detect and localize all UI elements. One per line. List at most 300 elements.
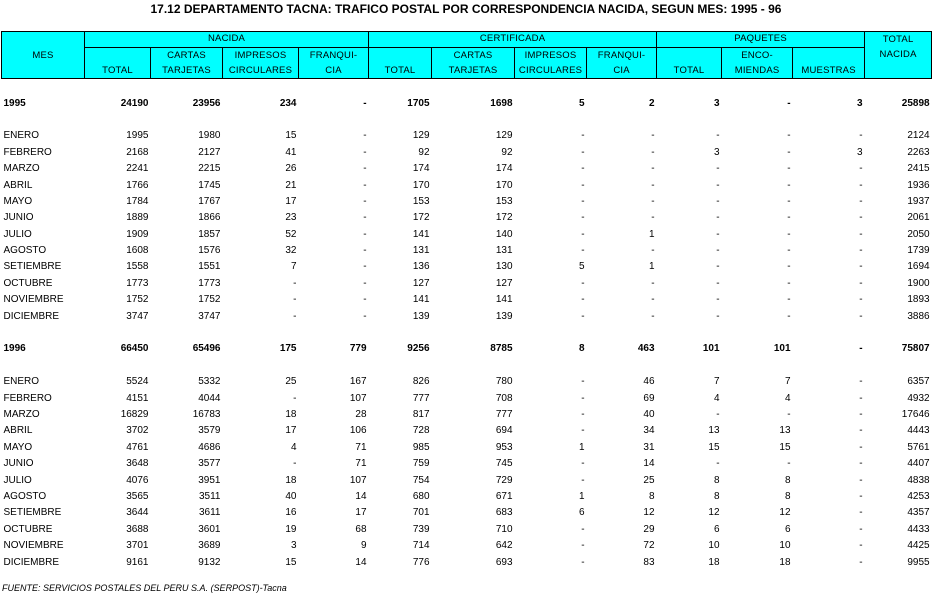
table-cell: -	[293, 294, 297, 306]
table-cell: 172	[412, 212, 430, 224]
table-cell: 3886	[907, 310, 930, 322]
table-cell: 3	[713, 146, 720, 158]
table-cell: 25	[643, 474, 655, 486]
table-cell: 7	[290, 261, 297, 273]
table-cell: -	[363, 212, 367, 224]
row-label: JULIO	[3, 228, 32, 240]
header-paquetes-encomiendas-line1: ENCO-	[741, 50, 773, 61]
table-cell: 3	[857, 97, 863, 109]
table-cell: -	[859, 294, 863, 306]
table-cell: 131	[495, 245, 513, 257]
table-cell: -	[716, 245, 720, 257]
table-cell: -	[859, 163, 863, 175]
table-cell: -	[363, 97, 367, 109]
table-cell: -	[859, 392, 863, 404]
spacer-row	[2, 112, 932, 128]
table-cell: -	[787, 146, 791, 158]
table-cell: 17	[285, 195, 297, 207]
table-cell: 12	[708, 507, 720, 519]
table-cell: -	[363, 195, 367, 207]
header-certificada-franquicia-line2: CIA	[613, 65, 630, 76]
table-cell: 1752	[198, 294, 221, 306]
table-cell: 1773	[126, 277, 149, 289]
table-cell: 5	[578, 97, 585, 109]
table-cell: 18	[285, 409, 297, 420]
table-cell: -	[859, 245, 863, 257]
table-cell: -	[363, 228, 367, 240]
table-cell: 1995	[126, 130, 149, 142]
month-row	[2, 489, 932, 505]
table-cell: 34	[643, 425, 655, 437]
table-cell: 83	[643, 556, 655, 568]
table-cell: -	[581, 277, 585, 289]
month-row	[2, 243, 932, 259]
table-cell: 9	[360, 540, 367, 552]
table-cell: 4686	[198, 441, 221, 453]
table-cell: 68	[355, 523, 367, 535]
table-cell: 7	[784, 376, 791, 388]
table-cell: -	[859, 458, 863, 470]
table-cell: 12	[643, 507, 655, 519]
table-cell: 8	[784, 490, 791, 502]
table-cell: -	[787, 294, 791, 306]
table-cell: -	[581, 523, 585, 535]
table-cell: 6	[578, 507, 585, 519]
row-label: AGOSTO	[3, 490, 47, 502]
month-row	[2, 227, 932, 243]
row-label: ABRIL	[3, 179, 33, 191]
table-cell: -	[363, 245, 367, 257]
month-row	[2, 554, 932, 570]
table-cell: 777	[412, 392, 430, 404]
table-cell: -	[787, 261, 791, 273]
table-cell: 3601	[198, 523, 221, 535]
spacer-cell	[2, 325, 932, 341]
table-cell: 13	[779, 425, 791, 437]
table-cell: 3702	[126, 425, 149, 437]
table-cell: -	[651, 277, 655, 289]
table-cell: 4407	[907, 458, 930, 470]
table-cell: 4761	[126, 441, 149, 453]
table-cell: 129	[495, 130, 513, 142]
table-cell: 14	[355, 556, 367, 568]
table-cell: 1889	[126, 212, 149, 224]
header-certificada-impresos-line2: CIRCULARES	[518, 65, 583, 76]
table-cell: -	[859, 490, 863, 502]
table-cell: 1773	[198, 277, 221, 289]
table-cell: -	[787, 212, 791, 224]
table-cell: 1752	[126, 294, 149, 306]
table-cell: -	[363, 179, 367, 191]
table-cell: 4433	[907, 523, 930, 535]
table-cell: 1784	[126, 195, 149, 207]
table-cell: -	[651, 195, 655, 207]
header-certificada-cartas-line2: TARJETAS	[448, 65, 498, 76]
table-cell: 1767	[198, 195, 221, 207]
month-row	[2, 423, 932, 439]
table-cell: 4932	[907, 392, 930, 404]
table-cell: 680	[412, 490, 430, 502]
row-label: AGOSTO	[3, 245, 47, 257]
table-cell: 170	[495, 179, 513, 191]
table-cell: 17	[285, 425, 297, 437]
table-cell: -	[651, 163, 655, 175]
table-cell: -	[581, 474, 585, 486]
table-cell: 1694	[907, 261, 930, 273]
month-row	[2, 390, 932, 406]
header-nacida-impresos-line2: CIRCULARES	[228, 65, 293, 76]
header-nacida-cartas-line1: CARTAS	[167, 50, 206, 61]
source-note: FUENTE: SERVICIOS POSTALES DEL PERU S.A. (SERPOST)-Tacna	[2, 583, 287, 593]
header-nacida-franquicia-line1: FRANQUI-	[309, 50, 358, 61]
table-cell: 153	[412, 195, 430, 207]
table-cell: -	[581, 294, 585, 306]
table-cell: 5524	[126, 376, 149, 388]
table-cell: 14	[643, 458, 655, 470]
table-cell: -	[363, 294, 367, 306]
table-cell: 1909	[126, 228, 149, 240]
table-cell: 75807	[901, 343, 930, 355]
header-nacida-cartas-line2: TARJETAS	[162, 65, 211, 76]
table-cell: 4425	[907, 540, 930, 552]
table-cell: 2124	[907, 130, 930, 142]
table-cell: 3577	[198, 458, 221, 470]
table-cell: -	[716, 310, 720, 322]
spacer-row	[2, 325, 932, 341]
table-cell: 66450	[120, 343, 149, 355]
table-cell: -	[293, 458, 297, 470]
table-cell: 693	[495, 556, 513, 568]
table-cell: 23956	[192, 97, 221, 109]
header-paquetes-encomiendas-line2: MIENDAS	[734, 65, 780, 76]
table-cell: 92	[418, 146, 430, 158]
table-cell: -	[716, 458, 720, 470]
table-cell: 139	[412, 310, 430, 322]
table-cell: -	[651, 212, 655, 224]
row-label: ENERO	[3, 376, 40, 388]
table-cell: -	[293, 392, 297, 404]
table-cell: 1576	[198, 245, 221, 257]
table-cell: 3565	[126, 490, 149, 502]
table-cell: 4253	[907, 490, 930, 502]
month-row	[2, 194, 932, 210]
table-cell: 1937	[907, 195, 930, 207]
month-row	[2, 145, 932, 161]
table-cell: 826	[412, 376, 430, 388]
table-cell: 714	[412, 540, 430, 552]
table-cell: 8	[713, 490, 720, 502]
header-paquetes-muestras: MUESTRAS	[793, 48, 865, 79]
table-cell: 2050	[907, 228, 930, 240]
header-nacida-total: TOTAL	[85, 48, 151, 79]
table-cell: 107	[349, 474, 367, 486]
table-cell: 131	[412, 245, 430, 257]
table-cell: 13	[708, 425, 720, 437]
table-cell: -	[859, 540, 863, 552]
row-label: JULIO	[3, 474, 32, 486]
table-cell: -	[581, 458, 585, 470]
table-cell: 127	[412, 277, 430, 289]
table-cell: -	[581, 556, 585, 568]
row-label: MARZO	[3, 409, 40, 420]
row-label: NOVIEMBRE	[3, 540, 64, 552]
table-cell: 10	[708, 540, 720, 552]
table-cell: 46	[643, 376, 655, 388]
table-cell: -	[859, 441, 863, 453]
table-cell: 17646	[901, 409, 930, 420]
header-mes-label: MES	[32, 50, 54, 61]
spacer-row	[2, 79, 932, 96]
table-cell: -	[787, 130, 791, 142]
table-cell: 4076	[126, 474, 149, 486]
table-cell: 708	[495, 392, 513, 404]
month-row	[2, 472, 932, 488]
table-cell: -	[581, 212, 585, 224]
table-cell: -	[859, 228, 863, 240]
table-cell: 23	[285, 212, 297, 224]
table-cell: 1705	[407, 97, 430, 109]
year-total-row	[2, 95, 932, 111]
table-cell: 5	[578, 261, 585, 273]
table-cell: 174	[495, 163, 513, 175]
table-cell: -	[651, 179, 655, 191]
header-certificada-cartas	[432, 48, 515, 79]
table-cell: 153	[495, 195, 513, 207]
table-cell: 12	[779, 507, 791, 519]
header-nacida-impresos	[223, 48, 299, 79]
table-cell: 3648	[126, 458, 149, 470]
table-cell: 175	[279, 343, 297, 355]
table-cell: 28	[355, 409, 367, 420]
table-cell: -	[716, 179, 720, 191]
row-label: DICIEMBRE	[3, 310, 60, 322]
table-cell: -	[363, 163, 367, 175]
month-row	[2, 276, 932, 292]
table-cell: -	[293, 310, 297, 322]
row-label: DICIEMBRE	[3, 556, 60, 568]
table-cell: 1866	[198, 212, 221, 224]
table-cell: 3688	[126, 523, 149, 535]
table-cell: 15	[285, 556, 297, 568]
row-label: FEBRERO	[3, 392, 52, 404]
table-cell: -	[859, 343, 863, 355]
table-cell: 8	[713, 474, 720, 486]
table-cell: -	[716, 163, 720, 175]
table-cell: 710	[495, 523, 513, 535]
table-cell: 3579	[198, 425, 221, 437]
table-cell: -	[716, 228, 720, 240]
table-cell: 18	[708, 556, 720, 568]
table-cell: -	[787, 195, 791, 207]
table-cell: 671	[495, 490, 513, 502]
table-cell: -	[859, 376, 863, 388]
table-cell: -	[859, 310, 863, 322]
table-cell: 31	[643, 441, 655, 453]
table-cell: -	[859, 425, 863, 437]
table-cell: 1980	[198, 130, 221, 142]
table-cell: 1558	[126, 261, 149, 273]
table-cell: 40	[285, 490, 297, 502]
month-row	[2, 308, 932, 324]
month-row	[2, 374, 932, 390]
table-cell: -	[787, 245, 791, 257]
table-cell: 463	[637, 343, 655, 355]
month-row	[2, 128, 932, 144]
table-cell: 4	[290, 441, 297, 453]
table-cell: 40	[643, 409, 655, 420]
table-cell: 2061	[907, 212, 930, 224]
table-cell: 642	[495, 540, 513, 552]
month-row	[2, 210, 932, 226]
table-cell: -	[581, 146, 585, 158]
table-cell: 52	[285, 228, 297, 240]
table-cell: 3	[713, 97, 720, 109]
header-certificada-cartas-line1: CARTAS	[453, 50, 493, 61]
header-paquetes-encomiendas	[722, 48, 793, 79]
table-cell: 19	[285, 523, 297, 535]
table-cell: -	[363, 146, 367, 158]
table-cell: 18	[779, 556, 791, 568]
table-cell: -	[651, 245, 655, 257]
header-paquetes-total: TOTAL	[657, 48, 722, 79]
table-cell: 1698	[490, 97, 513, 109]
table-cell: -	[581, 540, 585, 552]
table-body	[2, 79, 932, 571]
row-label: NOVIEMBRE	[3, 294, 64, 306]
table-cell: -	[716, 195, 720, 207]
month-row	[2, 407, 932, 423]
row-label: JUNIO	[3, 212, 34, 224]
table-cell: 728	[412, 425, 430, 437]
spacer-cell	[2, 358, 932, 374]
month-row	[2, 440, 932, 456]
table-cell: 10	[779, 540, 791, 552]
year-total-row	[2, 341, 932, 357]
table-cell: -	[787, 228, 791, 240]
table-cell: 106	[349, 425, 367, 437]
table-cell: 4	[713, 392, 720, 404]
table-cell: -	[859, 277, 863, 289]
table-cell: -	[787, 310, 791, 322]
table-cell: 8785	[490, 343, 513, 355]
table-cell: 101	[702, 343, 720, 355]
table-cell: 140	[495, 228, 513, 240]
table-cell: 2263	[907, 146, 930, 158]
row-label: MAYO	[3, 441, 33, 453]
table-cell: 8	[784, 474, 791, 486]
table-cell: -	[651, 310, 655, 322]
header-total-nacida-line1: TOTAL	[882, 34, 914, 45]
table-cell: -	[581, 425, 585, 437]
table-cell: -	[363, 130, 367, 142]
table-cell: 127	[495, 277, 513, 289]
table-cell: 9132	[198, 556, 221, 568]
table-cell: 167	[349, 376, 367, 388]
table-cell: -	[716, 212, 720, 224]
table-cell: 779	[349, 343, 367, 355]
table-cell: -	[581, 409, 585, 420]
month-row	[2, 292, 932, 308]
table-cell: 6	[784, 523, 791, 535]
table-cell: 141	[412, 228, 430, 240]
table-cell: 15	[285, 130, 297, 142]
table-cell: -	[787, 97, 791, 109]
spacer-row	[2, 358, 932, 374]
month-row	[2, 161, 932, 177]
table-cell: 129	[412, 130, 430, 142]
table-cell: 6	[713, 523, 720, 535]
table-cell: 4357	[907, 507, 930, 519]
table-cell: 2	[648, 97, 655, 109]
table-cell: -	[651, 294, 655, 306]
table-cell: 16	[285, 507, 297, 519]
table-cell: 7	[713, 376, 720, 388]
table-cell: 1	[578, 441, 585, 453]
row-label: JUNIO	[3, 458, 34, 470]
table-cell: 729	[495, 474, 513, 486]
table-cell: -	[787, 409, 791, 420]
table-cell: -	[716, 261, 720, 273]
table-cell: 1936	[907, 179, 930, 191]
table-cell: 4	[784, 392, 791, 404]
table-cell: 4838	[907, 474, 930, 486]
table-cell: 15	[708, 441, 720, 453]
table-cell: -	[859, 409, 863, 420]
table-cell: -	[859, 507, 863, 519]
row-label: MAYO	[3, 195, 33, 207]
table-cell: 69	[643, 392, 655, 404]
table-cell: 71	[355, 458, 367, 470]
table-cell: 174	[412, 163, 430, 175]
row-label: 1996	[3, 343, 26, 355]
table-cell: 3951	[198, 474, 221, 486]
row-label: SETIEMBRE	[3, 261, 62, 273]
table-cell: -	[859, 212, 863, 224]
table-cell: 4044	[198, 392, 221, 404]
table-cell: 694	[495, 425, 513, 437]
table-cell: 170	[412, 179, 430, 191]
table-cell: 71	[355, 441, 367, 453]
table-cell: 107	[349, 392, 367, 404]
header-nacida: NACIDA	[85, 32, 369, 48]
table-cell: 1551	[198, 261, 221, 273]
table-cell: -	[581, 228, 585, 240]
table-cell: -	[716, 130, 720, 142]
row-label: SETIEMBRE	[3, 507, 62, 519]
table-cell: 3701	[126, 540, 149, 552]
table-cell: 1745	[198, 179, 221, 191]
header-nacida-cartas	[151, 48, 223, 79]
table-cell: 141	[495, 294, 513, 306]
header-nacida-franquicia	[299, 48, 369, 79]
table-cell: -	[363, 261, 367, 273]
header-total-nacida-line2: NACIDA	[879, 49, 917, 60]
table-cell: 1857	[198, 228, 221, 240]
table-cell: 3	[857, 146, 863, 158]
header-nacida-impresos-line1: IMPRESOS	[234, 50, 287, 61]
table-cell: 1	[578, 490, 585, 502]
table-cell: -	[859, 130, 863, 142]
row-label: MARZO	[3, 163, 40, 175]
table-cell: -	[787, 277, 791, 289]
table-cell: 745	[495, 458, 513, 470]
table-cell: 9161	[126, 556, 149, 568]
table-cell: -	[787, 179, 791, 191]
table-cell: 683	[495, 507, 513, 519]
month-row	[2, 522, 932, 538]
table-cell: 16829	[120, 409, 149, 420]
table-cell: 2127	[198, 146, 221, 158]
